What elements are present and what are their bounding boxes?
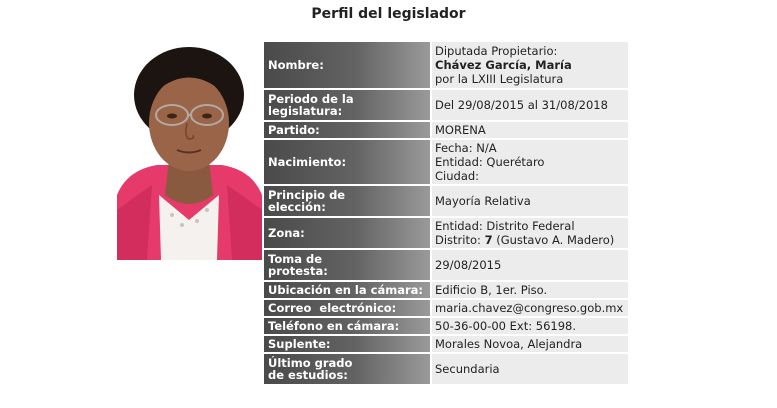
zona-value: [432, 218, 628, 248]
nacimiento-label: Nacimiento:: [264, 140, 432, 184]
ubicacion-value: Edificio B, 1er. Piso.: [432, 282, 628, 298]
nombre-value: [432, 42, 628, 88]
partido-label: Partido:: [264, 122, 432, 138]
partido-value: MORENA: [432, 122, 628, 138]
estudios-value: Secundaria: [432, 354, 628, 384]
toma-label-line2: protesta:: [268, 264, 328, 278]
legislator-name: Chávez García, María: [435, 58, 572, 72]
row-toma: [264, 250, 628, 280]
principio-label: [264, 186, 432, 216]
estudios-label: [264, 354, 432, 384]
periodo-label-line1: Periodo de la: [268, 91, 354, 106]
nacimiento-value: [432, 140, 628, 184]
telefono-label: Teléfono en cámara:: [264, 318, 432, 334]
row-zona: [264, 218, 628, 248]
estudios-label-line1: Último grado: [268, 355, 353, 370]
nombre-cargo: Diputada Propietario:: [435, 44, 558, 58]
periodo-label: [264, 90, 432, 120]
row-periodo: [264, 90, 628, 120]
row-suplente: [264, 336, 628, 352]
nacimiento-ciudad: Ciudad:: [435, 169, 480, 183]
toma-value: 29/08/2015: [432, 250, 628, 280]
zona-distrito-number: 7: [484, 233, 493, 247]
row-principio: [264, 186, 628, 216]
suplente-label: Suplente:: [264, 336, 432, 352]
row-nacimiento: [264, 140, 628, 184]
row-correo: [264, 300, 628, 316]
ubicacion-label: Ubicación en la cámara:: [264, 282, 432, 298]
nacimiento-fecha: Fecha: N/A: [435, 141, 497, 155]
correo-value[interactable]: maria.chavez@congreso.gob.mx: [432, 300, 628, 316]
periodo-label-line2: legislatura:: [268, 104, 343, 118]
row-nombre: [264, 42, 628, 88]
legislator-portrait-image: [117, 45, 262, 260]
row-estudios: [264, 354, 628, 384]
zona-distrito-suffix: (Gustavo A. Madero): [492, 233, 615, 247]
correo-label: Correo electrónico:: [264, 300, 432, 316]
suplente-value[interactable]: Morales Novoa, Alejandra: [432, 336, 628, 352]
telefono-value: 50-36-00-00 Ext: 56198.: [432, 318, 628, 334]
zona-entidad: Entidad: Distrito Federal: [435, 219, 575, 233]
principio-label-line2: elección:: [268, 200, 326, 214]
zona-distrito-prefix: Distrito:: [435, 233, 485, 247]
zona-distrito: [435, 233, 625, 247]
row-ubicacion: [264, 282, 628, 298]
principio-value: Mayoría Relativa: [432, 186, 628, 216]
principio-label-line1: Principio de: [268, 187, 346, 202]
nombre-legislatura: por la LXIII Legislatura: [435, 72, 564, 86]
nacimiento-entidad: Entidad: Querétaro: [435, 155, 545, 169]
row-telefono: [264, 318, 628, 334]
zona-label: Zona:: [264, 218, 432, 248]
estudios-label-line2: de estudios:: [268, 368, 348, 382]
legislator-photo: [117, 45, 262, 260]
row-partido: [264, 122, 628, 138]
toma-label-line1: Toma de: [268, 251, 322, 266]
page-title: Perfil del legislador: [311, 6, 466, 22]
legislator-profile-table: [264, 40, 628, 386]
periodo-value: Del 29/08/2015 al 31/08/2018: [432, 90, 628, 120]
toma-label: [264, 250, 432, 280]
nombre-label: Nombre:: [264, 42, 432, 88]
